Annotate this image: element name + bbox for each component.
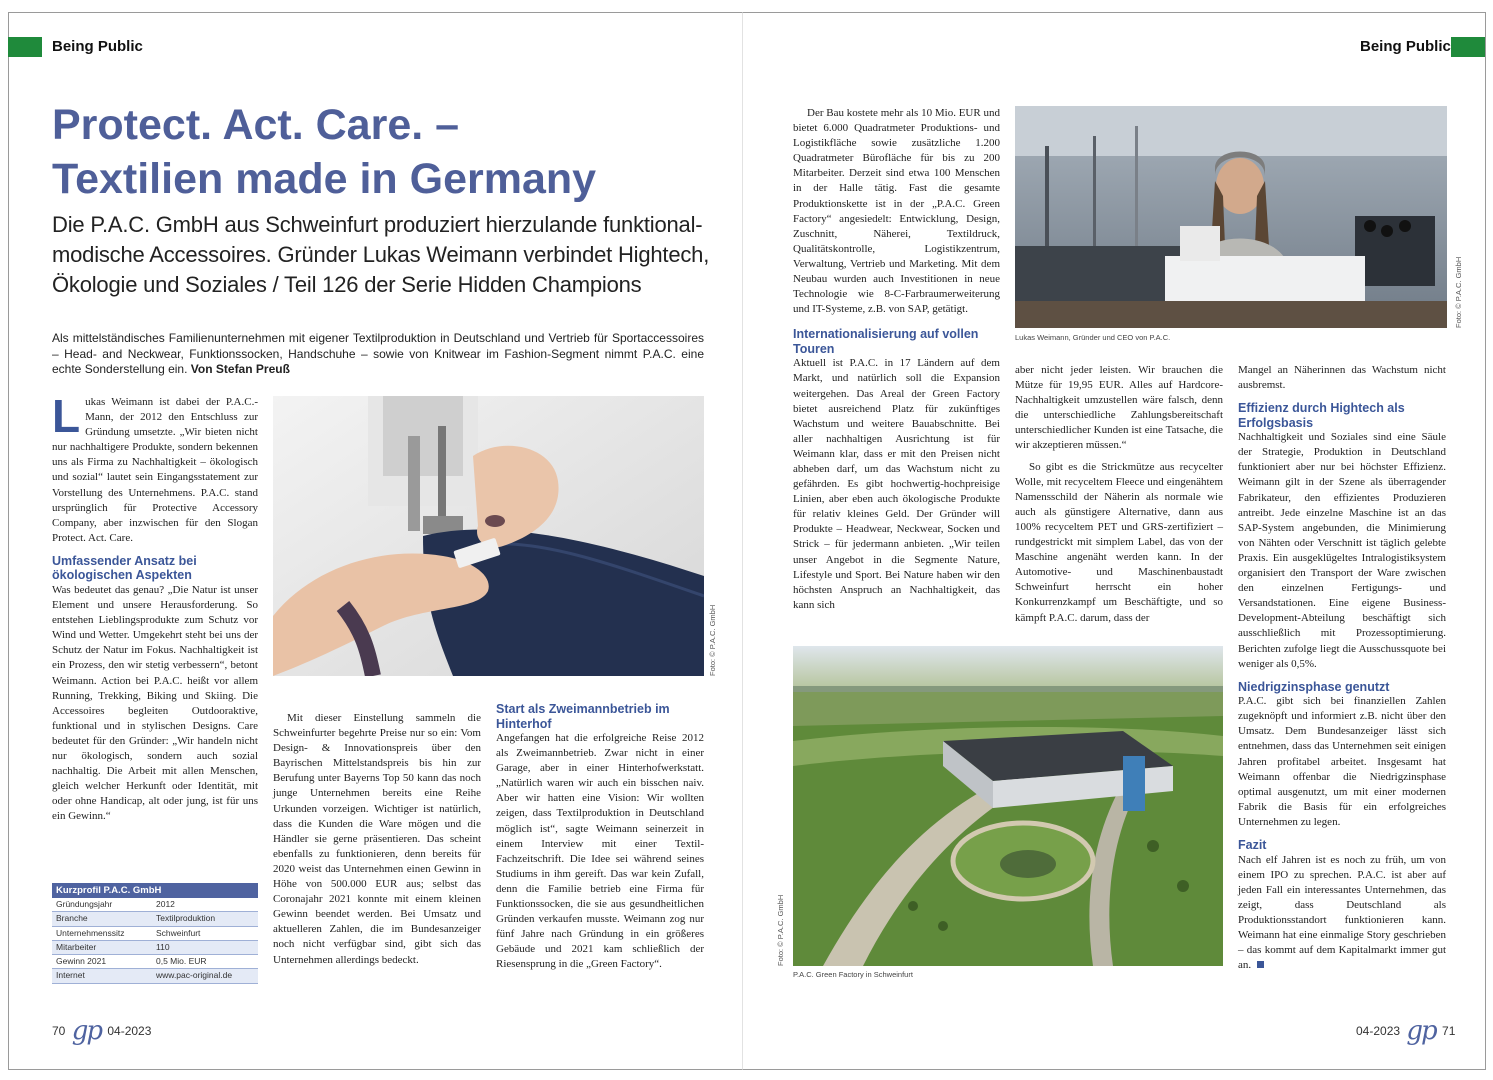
issue-right: 04-2023 xyxy=(1356,1024,1401,1038)
col4-paragraph-1: Der Bau kostete mehr als 10 Mio. EUR und bietet 6.000 Quadratmeter Produktions- und Logistikfläche sowie zusätzliche 1.200 Quadratmeter Bürofläche für bis zu 200 Mitarbeiter. Derzeit sind etwa 100 Menschen in der Halle tätig. Fast die gesamte Produktionskette ist in der „P.A.C. Green Factory“ angesiedelt: Entwicklung, Design, Zuschnitt, Näherei, Textildruck, Qualitätskontrolle, Logistikzentrum, Verwaltung, Vertrieb und Marketing. Mit dem Neubau wurden auch Investitionen in neue Technologie wie 8-C-Farbraumerweiterung und IT-Systeme, z.B. von SAP, getätigt. xyxy=(793,107,1000,316)
title-line-1: Protect. Act. Care. – xyxy=(52,101,460,149)
column-6 xyxy=(1238,363,1446,979)
heading-umfassender-ansatz: Umfassender Ansatz bei ökologischen Aspekten xyxy=(52,553,197,583)
profile-row xyxy=(52,927,258,941)
profile-value: www.pac-original.de xyxy=(156,970,233,981)
aerial-factory-icon xyxy=(793,646,1223,966)
fazit-text: Nach elf Jahren ist es noch zu früh, um von einem IPO zu sprechen. P.A.C. ist aber auf jeden Fall ein interessantes Unternehmen, das zeigt, dass Deutschland als Produktionsstandort funktionieren kann. Weimann hat eine einmalige Story geschrieben – das kommt auf dem Kapitalmarkt immer gut an. xyxy=(1238,853,1446,972)
heading-effizienz: Effizienz durch Hightech als Erfolgsbasis xyxy=(1238,401,1405,430)
col2-paragraph-1: Mit dieser Einstellung sammeln die Schweinfurter begehrte Preise nur so ein: Vom Design- & Innovationspreis über den Bayrischen Mittelstandspreis bis hin zur Berufung unter Bayerns Top 50 kann das noch junge Unternehmen bereits eine Reihe Urkunden vorzeigen. Wichtiger ist natürlich, dass die Kunden die Ware mögen und die Händler sie gerne präsentieren. Das scheint ebenfalls zu funktionieren, denn bereits für 2020 weist das Unternehmen einen Gewinn in Höhe von 500.000 EUR aus; selbst das Coronajahr 2021 konnte mit einem kleinen Gewinn beendet werden. Bei Umsatz und aktuelleren Zahlen, die im Bundesanzeiger noch nicht verfügbar sind, gibt sich das Unternehmen allerdings bedeckt. xyxy=(273,712,481,966)
column-1 xyxy=(52,390,258,830)
gp-logo-icon: gp xyxy=(71,1016,101,1046)
footer-right xyxy=(1356,1016,1455,1046)
factory-photo-credit: Foto: © P.A.C. GmbH xyxy=(776,894,785,966)
profile-value: Schweinfurt xyxy=(156,927,201,938)
col5-paragraph-1: aber nicht jeder leisten. Wir brauchen die Mütze für 19,95 EUR. Alles auf Hardcore-Nachhaltigkeit umzustellen wäre falsch, denn die unterschiedliche Zahlungsbereitschaft unterschiedlicher Kunden ist eine Tatsache, die wir akzeptieren müssen.“ xyxy=(1015,364,1223,452)
profile-label: Gewinn 2021 xyxy=(56,956,107,967)
profile-title: Kurzprofil P.A.C. GmbH xyxy=(52,883,258,898)
profile-label: Branche xyxy=(56,913,88,924)
profile-label: Gründungsjahr xyxy=(56,899,113,909)
col5-paragraph-2: So gibt es die Strickmütze aus recycelter Wolle, mit recyceltem Fleece und eingenähtem Namensschild der Näherin als normale wie auch als günstigere Alternative, dann aus 100% recyceltem PET und GRS-zertifiziert – rundgestrickt mit simplem Label, das von der Maschine angenäht werden kann. In der Automotive- und Maschinenbaustadt Schweinfurt herrscht ein hoher Konkurrenzkampf um Beschäftigte, und so kämpft P.A.C. darum, dass der xyxy=(1015,460,1223,624)
profile-label: Internet xyxy=(56,970,85,981)
portrait-photo-credit: Foto: © P.A.C. GmbH xyxy=(1454,256,1463,328)
column-5 xyxy=(1015,363,1223,632)
article-lead xyxy=(52,331,704,378)
profile-rows xyxy=(52,898,258,984)
article-subtitle: Die P.A.C. GmbH aus Schweinfurt produziert hierzulande funktional-modische Accessoires. Gründer Lukas Weimann verbindet Hightech, Ökologie und Soziales / Teil 126 der Serie Hidden Champions xyxy=(52,212,710,297)
col6-paragraph-1: Mangel an Näherinnen das Wachstum nicht ausbremst. xyxy=(1238,364,1446,392)
col4-paragraph-2: Aktuell ist P.A.C. in 17 Ländern auf dem Markt, und natürlich soll die Expansion weitergehen. Das Areal der Green Factory bietet ausreichend Platz für zukünftiges Wachstum und weitere Bauabschnitte. Bei aller nachhaltigen Ausrichtung ist für Weimann klar, dass er mit den Preisen nicht abheben darf, um das Wachstum nicht zu gefährden. Es gibt hochwertig-hochpreisige Linien, aber eben auch ökologische Produkte für relativ kleines Geld. Der Gründer will Produkte – Headwear, Neckwear, Socken und Strick – für jedermann anbieten. „Wir teilen unser Angebot in die Segmente Nature, Lifestyle und Sport. Bei Nature haben wir den höchsten Anspruch an Nachhaltigkeit, das kann sich xyxy=(793,357,1000,611)
founder-portrait-icon xyxy=(1015,106,1447,328)
section-marker-left xyxy=(8,37,42,57)
column-3 xyxy=(496,702,704,979)
sewing-photo xyxy=(273,396,704,676)
heading-internationalisierung: Internationalisierung auf vollen Touren xyxy=(793,327,979,356)
profile-label: Unternehmenssitz xyxy=(56,927,125,938)
title-line-2: Textilien made in Germany xyxy=(52,155,597,203)
dropcap: L xyxy=(52,390,81,442)
footer-left xyxy=(52,1016,151,1046)
profile-row xyxy=(52,969,258,983)
col3-paragraph-1: Angefangen hat die erfolgreiche Reise 2012 als Zweimannbetrieb. Zwar nicht in einer Garage, aber in einer Hinterhofwerkstatt. „Natürlich waren wir auch ein bisschen naiv. Aber wir hatten eine Vision: Wir wollten zeigen, dass Textilproduktion in Deutschland möglich ist“, sagte Weimann seinerzeit in einem Interview mit einer Textil-Fachzeitschrift. Die Idee sei während seines Studiums in ihm gereift. Das war kein Zufall, denn die Familie betrieb eine Firma für Funktionssocken, die sie aus gesundheitlichen Gründen verkaufen musste. Weimann zog nur fünf Jahre nach Gründung in ein größeres Gebäude und 2021 kam schließlich der Riesensprung in die „Green Factory“. xyxy=(496,732,704,971)
author-byline: Von Stefan Preuß xyxy=(190,362,290,376)
profile-row xyxy=(52,912,258,926)
issue-left: 04-2023 xyxy=(107,1024,152,1038)
profile-value: 110 xyxy=(156,941,170,952)
factory-caption: P.A.C. Green Factory in Schweinfurt xyxy=(793,970,913,979)
sewing-photo-credit: Foto: © P.A.C. GmbH xyxy=(708,604,717,676)
profile-value: Textilproduktion xyxy=(156,913,216,924)
sewing-hands-icon xyxy=(273,396,704,676)
profile-value: 0,5 Mio. EUR xyxy=(156,956,207,967)
profile-value: 2012 xyxy=(156,899,175,909)
factory-photo xyxy=(793,646,1223,966)
col6-paragraph-3: P.A.C. gibt sich bei finanziellen Zahlen zugeknöpft und informiert z.B. nicht über den Umsatz. Dem Bundesanzeiger lässt sich entnehmen, dass das Unternehmen seit einigen Jahren profitabel arbeitet. Insgesamt hat Weimann offenbar die Niedrigzinsphase optimal ausgenutzt, um mit einer modernen Fabrik die Basis für ein erfolgreiches Unternehmen zu legen. xyxy=(1238,695,1446,828)
column-2 xyxy=(273,711,481,974)
section-label-left: Being Public xyxy=(52,38,143,55)
portrait-caption: Lukas Weimann, Gründer und CEO von P.A.C. xyxy=(1015,333,1171,342)
col1-paragraph-1: ukas Weimann ist dabei der P.A.C.-Mann, der 2012 den Entschluss zur Gründung umsetzte. „Wir bieten nicht nur nachhaltigere Produkte, sondern bekennen uns als Firma zu Nachhaltigkeit – ökologisch und sozial“ lautet sein Eingangsstatement zur Vorstellung des Unternehmens. P.A.C. stand ursprünglich für Protective Accessory Company, aber inzwischen für den Slogan Protect. Act. Care. xyxy=(52,396,258,544)
profile-label: Mitarbeiter xyxy=(56,941,97,952)
col6-paragraph-2: Nachhaltigkeit und Soziales sind eine Säule der Strategie, Produktion in Deutschland funktioniert aber nur bei höchster Effizienz. Weimann gilt in der Szene als überragender Fabrikateur, den effizientes Produzieren antreibt. Jede einzelne Maschine ist an das SAP-System angebunden, die Minimierung von Nähten oder Verschnitt ist täglich gelebte Praxis. Ein ausgeklügeltes Intralogistiksystem organisiert den Transport der Ware zwischen den einzelnen Fertigungs- und Versandstationen. Eine eigene Business-Development-Abteilung beschäftigt sich ausschließlich mit Prozessoptimierung. Berichten zufolge liegt die Ausschussquote bei weniger als 0,5%. xyxy=(1238,431,1446,670)
heading-niedrigzinsphase: Niedrigzinsphase genutzt xyxy=(1238,679,1390,694)
lead-text: Als mittelständisches Familienunternehmen mit eigener Textilproduktion in Deutschland und Vertrieb für Sportaccessoires – Head- and Neckwear, Funktionssocken, Handschuhe – sowie von Knitwear im Fashion-Segment nimmt P.A.C. eine echte Sonderstellung ein. xyxy=(52,331,704,376)
company-profile-table xyxy=(52,883,258,984)
founder-photo xyxy=(1015,106,1447,328)
article-title xyxy=(52,98,732,206)
col6-paragraph-4 xyxy=(1238,853,1446,974)
heading-start-zweimannbetrieb: Start als Zweimannbetrieb im Hinterhof xyxy=(496,702,670,731)
heading-fazit: Fazit xyxy=(1238,838,1267,853)
col1-paragraph-2: Was bedeutet das genau? „Die Natur ist unser Element und unsere Herausforderung. So entstehen Lieblingsprodukte zum Schutz vor Wind und Wetter. Umgekehrt steht bei uns der Schutz der Natur im Fokus. Nachhaltigkeit ist ein Prozess, den wir stetig verbessern“, betont Weimann. Action bei P.A.C. heißt vor allem Running, Trekking, Biking und Skiing. Die Accessoires begleiten Outdooraktive, funktional und in stylischen Designs. Care bedeutet für den Gründer: „Wir handeln nicht nur ökologisch, sondern auch sozial nachhaltig. Die Arbeit mit allen Menschen, gleich welcher Herkunft oder Identität, mit oder ohne Handicap, alt oder jung, ist für uns ein Gewinn.“ xyxy=(52,583,258,823)
gp-logo-icon: gp xyxy=(1406,1016,1436,1046)
end-mark-icon xyxy=(1257,961,1264,968)
profile-row xyxy=(52,955,258,969)
section-marker-right xyxy=(1451,37,1485,57)
section-label-right: Being Public xyxy=(1360,38,1451,55)
profile-row xyxy=(52,898,258,912)
page-number-left: 70 xyxy=(52,1024,66,1038)
profile-row xyxy=(52,941,258,955)
column-4 xyxy=(793,106,1000,619)
page-number-right: 71 xyxy=(1442,1024,1456,1038)
